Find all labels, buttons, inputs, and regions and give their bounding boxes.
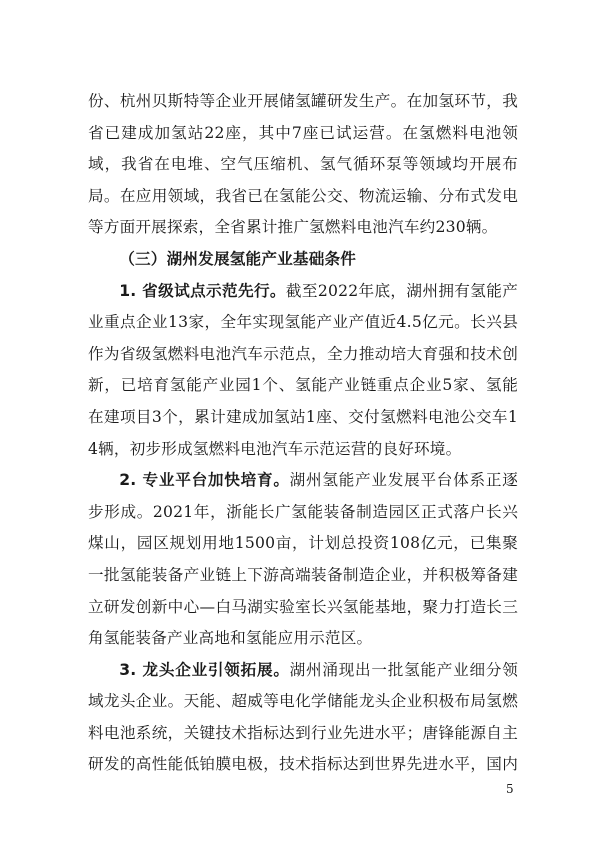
- page-number: 5: [506, 782, 514, 796]
- item-3-body: 湖州涌现出一批氢能产业细分领域龙头企业。天能、超威等电化学储能龙头企业积极布局氢燃料电池系统，关键技术指标达到行业先进水平；唐锋能源自主研发的高性能低铂膜电极，技术指标达到世界先进水平，国内: [88, 660, 518, 774]
- item-2-lead: 2. 专业平台加快培育。: [119, 471, 290, 490]
- item-1-lead: 1. 省级试点示范先行。: [119, 281, 286, 300]
- item-1-body: 截至2022年底，湖州拥有氢能产业重点企业13家，全年实现氢能产业产值近4.5亿元。长兴县作为省级氢燃料电池汽车示范点，全力推动培大育强和技术创新，已培育氢能产业园1个、氢能产业链重点企业5家、氢能在建项目3个，累计建成加氢站1座、交付氢燃料电池公交车14辆，初步形成氢燃料电池汽车示范运营的良好环境。: [88, 281, 518, 458]
- paragraph-continued: 份、杭州贝斯特等企业开展储氢罐研发生产。在加氢环节，我省已建成加氢站22座，其中7座已试运营。在氢燃料电池领域，我省在电堆、空气压缩机、氢气循环泵等领域均开展布局。在应用领域，我省已在氢能公交、物流运输、分布式发电等方面开展探索，全省累计推广氢燃料电池汽车约230辆。: [88, 92, 518, 237]
- item-3: [88, 655, 518, 781]
- item-2: [88, 465, 518, 655]
- item-3-lead: 3. 龙头企业引领拓展。: [119, 660, 290, 679]
- body-text: [88, 86, 518, 781]
- item-2-body: 湖州氢能产业发展平台体系正逐步形成。2021年，浙能长广氢能装备制造园区正式落户长兴煤山，园区规划用地1500亩，计划总投资108亿元，已集聚一批氢能装备产业链上下游高端装备制造企业，并积极筹备建立研发创新中心—白马湖实验室长兴氢能基地，聚力打造长三角氢能装备产业高地和氢能应用示范区。: [88, 471, 518, 648]
- section-heading: （三）湖州发展氢能产业基础条件: [119, 249, 357, 268]
- item-1: [88, 276, 518, 466]
